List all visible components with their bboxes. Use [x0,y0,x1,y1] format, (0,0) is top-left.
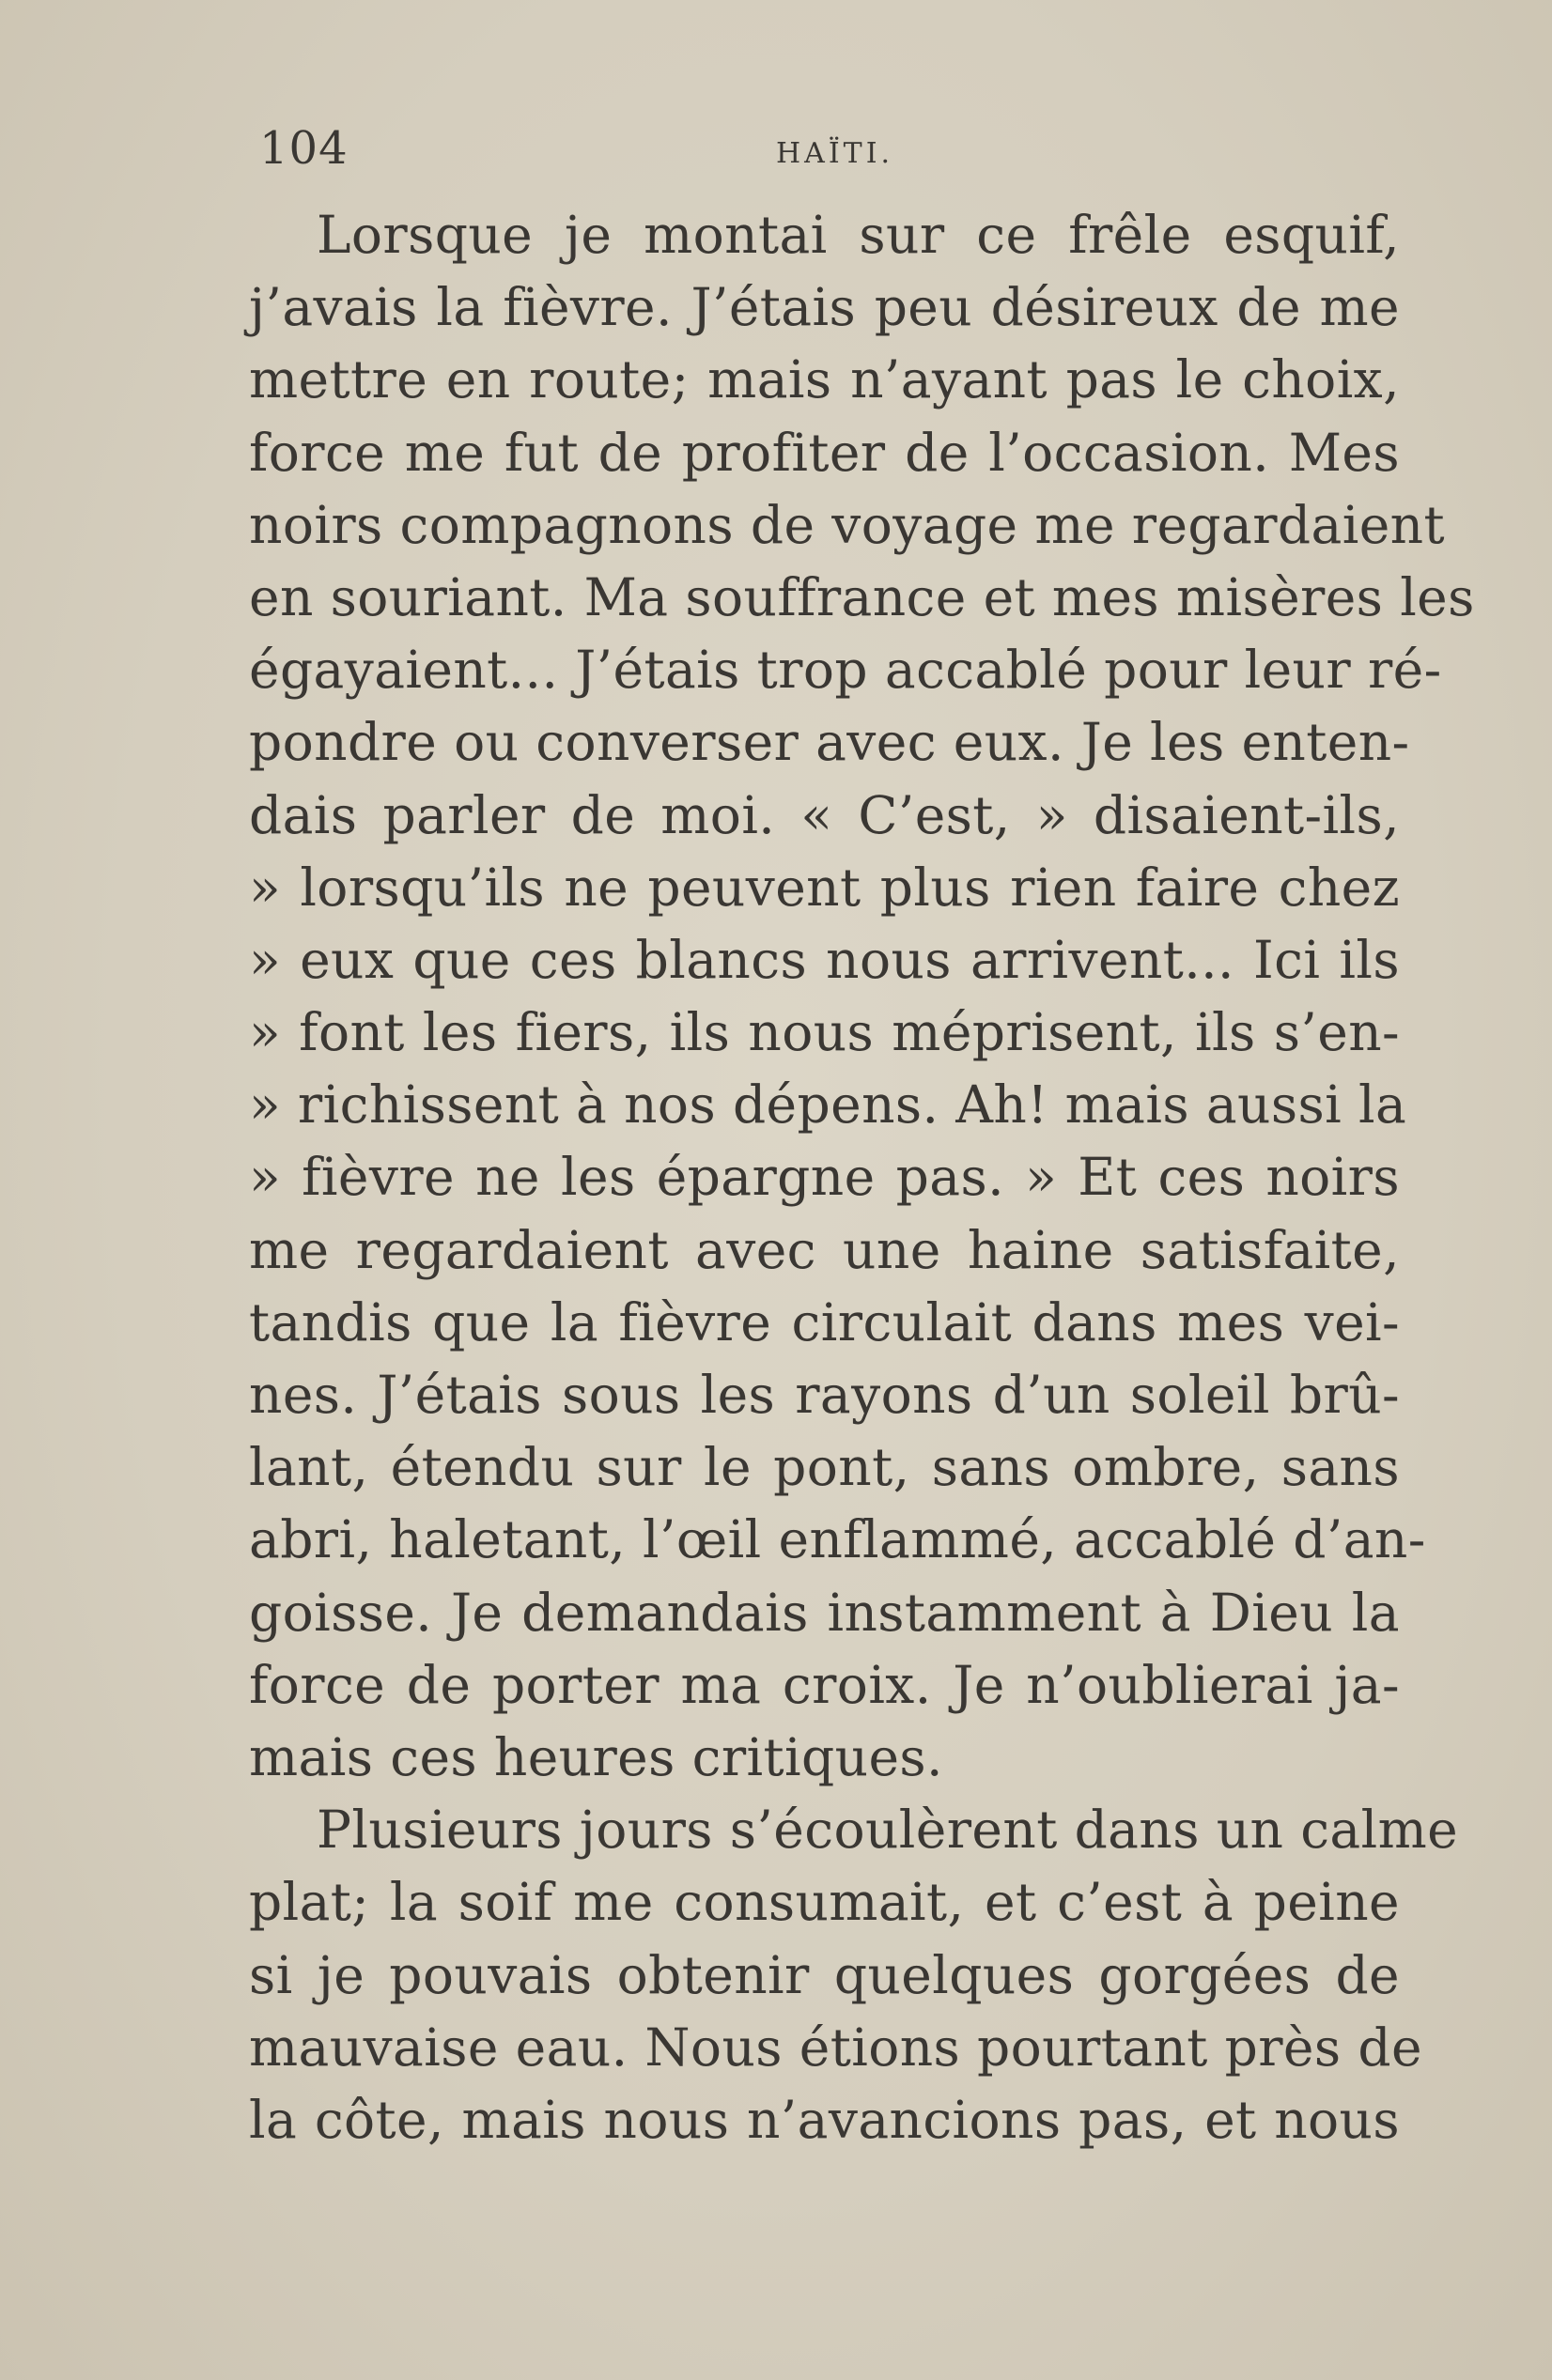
running-title: HAÏTI. [776,137,894,170]
text-line: dais parler de moi. « C’est, » disaient-ils, [249,784,1400,845]
text-line: Plusieurs jours s’écoulèrent dans un calme [317,1800,1459,1861]
text-line: mettre en route; mais n’ayant pas le choix, [249,349,1400,410]
text-line: pondre ou converser avec eux. Je les enten- [249,712,1410,773]
page-header [259,120,1396,177]
text-line: Lorsque je montai sur ce frêle esquif, [317,205,1400,265]
text-line: tandis que la fièvre circulait dans mes vei- [249,1291,1400,1352]
text-line: force me fut de profiter de l’occasion. Mes [249,422,1400,483]
text-line: force de porter ma croix. Je n’oublierai ja- [249,1654,1400,1715]
text-line: » eux que ces blancs nous arrivent... Ici ils [249,929,1400,990]
text-line: lant, étendu sur le pont, sans ombre, sans [249,1437,1400,1498]
text-line: la côte, mais nous n’avancions pas, et nous [249,2089,1400,2150]
text-line: égayaient... J’étais trop accablé pour leur ré- [249,640,1442,701]
text-line: nes. J’étais sous les rayons d’un soleil brû- [249,1365,1400,1425]
text-line: abri, haletant, l’œil enflammé, accablé d’an- [249,1509,1426,1570]
text-line: plat; la soif me consumait, et c’est à peine [249,1872,1400,1933]
text-line: j’avais la fièvre. J’étais peu désireux de me [249,277,1400,338]
text-line: » lorsqu’ils ne peuvent plus rien faire chez [249,857,1400,918]
text-line: mais ces heures critiques. [249,1726,943,1787]
text-line: me regardaient avec une haine satisfaite, [249,1219,1400,1280]
text-line: mauvaise eau. Nous étions pourtant près de [249,2017,1422,2078]
page-number: 104 [259,122,349,175]
text-line: noirs compagnons de voyage me regardaient [249,494,1445,555]
text-line: » richissent à nos dépens. Ah! mais aussi la [249,1074,1407,1136]
text-line: en souriant. Ma souffrance et mes misères les [249,566,1475,627]
text-line: goisse. Je demandais instamment à Dieu la [249,1582,1400,1643]
body-text [249,199,1475,2156]
text-line: » fièvre ne les épargne pas. » Et ces noirs [249,1147,1400,1208]
text-line: » font les fiers, ils nous méprisent, ils s’en- [249,1002,1400,1063]
text-line: si je pouvais obtenir quelques gorgées de [249,1944,1400,2005]
